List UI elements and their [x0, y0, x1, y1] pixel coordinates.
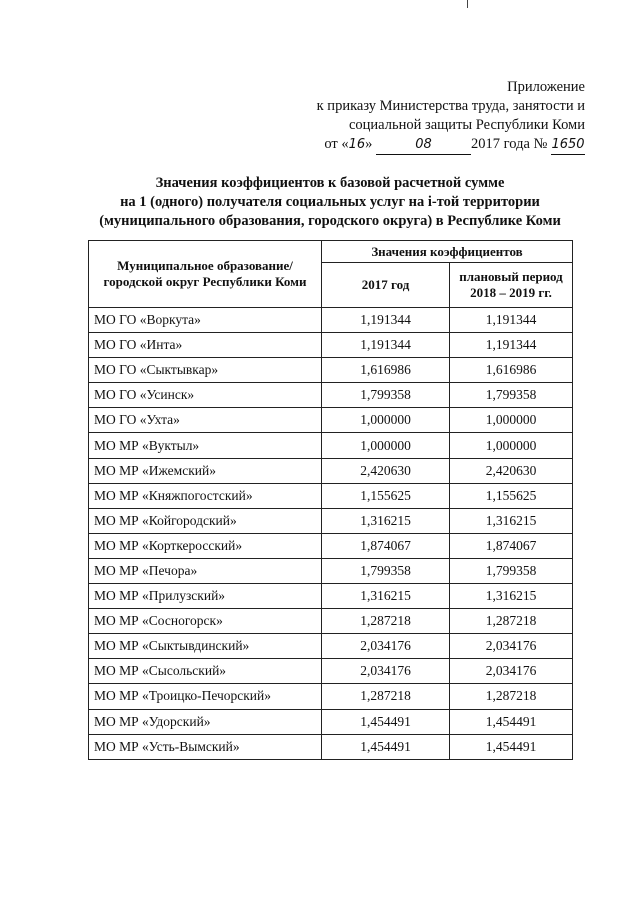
value-2017-cell: 1,316215 — [322, 584, 450, 609]
municipality-cell: МО МР «Троицко-Печорский» — [89, 684, 322, 709]
value-2017-cell: 1,191344 — [322, 333, 450, 358]
title-line-3: (муниципального образования, городского округа) в Республике Коми — [99, 213, 561, 229]
municipality-cell: МО МР «Сосногорск» — [89, 609, 322, 634]
table-row — [89, 358, 573, 383]
table-row — [89, 659, 573, 684]
year-text: 2017 года № — [471, 136, 548, 152]
value-2017-cell: 1,287218 — [322, 684, 450, 709]
annex-date-line — [317, 135, 585, 155]
value-2017-cell: 2,034176 — [322, 634, 450, 659]
table-row — [89, 734, 573, 759]
value-2017-cell: 1,316215 — [322, 508, 450, 533]
header-plan-period: плановый период 2018 – 2019 гг. — [450, 263, 573, 308]
value-plan-cell: 1,191344 — [450, 333, 573, 358]
table-row — [89, 458, 573, 483]
value-plan-cell: 2,034176 — [450, 634, 573, 659]
value-plan-cell: 2,420630 — [450, 458, 573, 483]
header-municipality: Муниципальное образование/городской округ Республики Коми — [89, 241, 322, 308]
municipality-cell: МО МР «Сыктывдинский» — [89, 634, 322, 659]
value-2017-cell: 1,616986 — [322, 358, 450, 383]
municipality-cell: МО МР «Койгородский» — [89, 508, 322, 533]
table-row — [89, 709, 573, 734]
municipality-cell: МО МР «Сысольский» — [89, 659, 322, 684]
annex-order-line: к приказу Министерства труда, занятости и — [316, 98, 585, 114]
municipality-cell: МО ГО «Ухта» — [89, 408, 322, 433]
value-2017-cell: 1,454491 — [322, 709, 450, 734]
value-plan-cell: 1,616986 — [450, 358, 573, 383]
handwritten-day: 16 — [348, 137, 366, 152]
header-coefficients: Значения коэффициентов — [322, 241, 573, 263]
table-row — [89, 634, 573, 659]
table-row — [89, 383, 573, 408]
municipality-cell: МО МР «Удорский» — [89, 709, 322, 734]
table-row — [89, 308, 573, 333]
table-row — [89, 558, 573, 583]
value-plan-cell: 1,287218 — [450, 684, 573, 709]
table-row — [89, 684, 573, 709]
value-plan-cell: 1,799358 — [450, 558, 573, 583]
value-plan-cell: 1,454491 — [450, 709, 573, 734]
value-2017-cell: 1,287218 — [322, 609, 450, 634]
annex-title: Приложение — [507, 79, 585, 95]
title-line-1: Значения коэффициентов к базовой расчетной сумме — [155, 175, 505, 191]
table-row — [89, 609, 573, 634]
value-2017-cell: 1,874067 — [322, 533, 450, 558]
value-plan-cell: 1,000000 — [450, 433, 573, 458]
handwritten-month: 08 — [376, 135, 471, 155]
value-2017-cell: 1,155625 — [322, 483, 450, 508]
value-2017-cell: 1,191344 — [322, 308, 450, 333]
value-2017-cell: 2,420630 — [322, 458, 450, 483]
municipality-cell: МО МР «Печора» — [89, 558, 322, 583]
value-2017-cell: 1,000000 — [322, 408, 450, 433]
value-plan-cell: 1,874067 — [450, 533, 573, 558]
value-2017-cell: 2,034176 — [322, 659, 450, 684]
title-line-2: на 1 (одного) получателя социальных услуг на i-той территории — [120, 194, 540, 210]
value-plan-cell: 1,799358 — [450, 383, 573, 408]
value-2017-cell: 1,799358 — [322, 558, 450, 583]
handwritten-number: 1650 — [551, 135, 585, 155]
municipality-cell: МО МР «Прилузский» — [89, 584, 322, 609]
value-plan-cell: 1,000000 — [450, 408, 573, 433]
municipality-cell: МО ГО «Сыктывкар» — [89, 358, 322, 383]
value-plan-cell: 1,454491 — [450, 734, 573, 759]
municipality-cell: МО МР «Княжпогостский» — [89, 483, 322, 508]
value-plan-cell: 1,155625 — [450, 483, 573, 508]
table-row — [89, 584, 573, 609]
annex-ministry-line: социальной защиты Республики Коми — [348, 117, 585, 133]
table-row — [89, 433, 573, 458]
header-2017: 2017 год — [322, 263, 450, 308]
value-plan-cell: 1,316215 — [450, 508, 573, 533]
municipality-cell: МО МР «Усть-Вымский» — [89, 734, 322, 759]
value-plan-cell: 1,316215 — [450, 584, 573, 609]
table-row — [89, 508, 573, 533]
table-row — [89, 333, 573, 358]
municipality-cell: МО МР «Ижемский» — [89, 458, 322, 483]
value-2017-cell: 1,799358 — [322, 383, 450, 408]
table-row — [89, 483, 573, 508]
municipality-cell: МО ГО «Инта» — [89, 333, 322, 358]
municipality-cell: МО ГО «Усинск» — [89, 383, 322, 408]
municipality-cell: МО ГО «Воркута» — [89, 308, 322, 333]
coefficients-table — [88, 240, 573, 760]
municipality-cell: МО МР «Корткеросский» — [89, 533, 322, 558]
date-mid: » — [365, 136, 373, 152]
annex-header — [317, 78, 585, 155]
date-prefix: от « — [324, 136, 349, 152]
value-2017-cell: 1,454491 — [322, 734, 450, 759]
value-plan-cell: 1,191344 — [450, 308, 573, 333]
value-plan-cell: 2,034176 — [450, 659, 573, 684]
scan-mark — [467, 0, 468, 8]
municipality-cell: МО МР «Вуктыл» — [89, 433, 322, 458]
table-row — [89, 408, 573, 433]
table-row — [89, 533, 573, 558]
value-2017-cell: 1,000000 — [322, 433, 450, 458]
document-title — [60, 174, 600, 231]
value-plan-cell: 1,287218 — [450, 609, 573, 634]
